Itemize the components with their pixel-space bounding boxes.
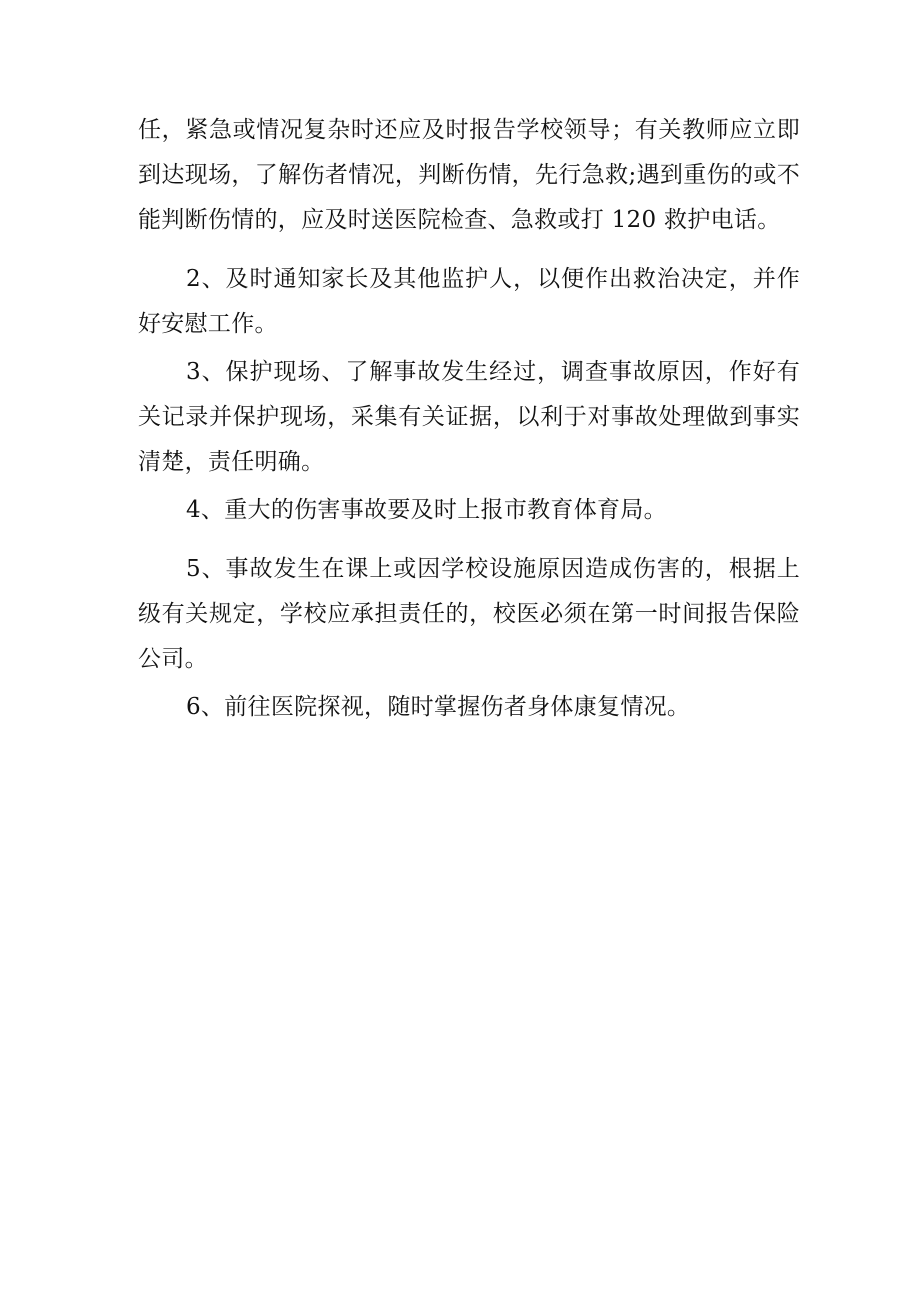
- paragraph-item-6: 6、前往医院探视，随时掌握伤者身体康复情况。: [186, 694, 691, 720]
- document-body: [138, 108, 800, 730]
- paragraph-item-4: 4、重大的伤害事故要及时上报市教育体育局。: [186, 497, 667, 523]
- paragraph-item-2: 2、及时通知家长及其他监护人，以便作出救治决定，并作好安慰工作。: [138, 266, 800, 337]
- paragraph-item-5: 5、事故发生在课上或因学校设施原因造成伤害的，根据上级有关规定，学校应承担责任的，校医必须在第一时间报告保险公司。: [138, 556, 800, 672]
- paragraph-continuation: 任，紧急或情况复杂时还应及时报告学校领导；有关教师应立即到达现场，了解伤者情况，判断伤情，先行急救;遇到重伤的或不能判断伤情的，应及时送医院检查、急救或打 120 救护电话。: [138, 117, 800, 233]
- paragraph-item-3: 3、保护现场、了解事故发生经过，调查事故原因，作好有关记录并保护现场，采集有关证据，以利于对事故处理做到事实清楚，责任明确。: [138, 359, 800, 475]
